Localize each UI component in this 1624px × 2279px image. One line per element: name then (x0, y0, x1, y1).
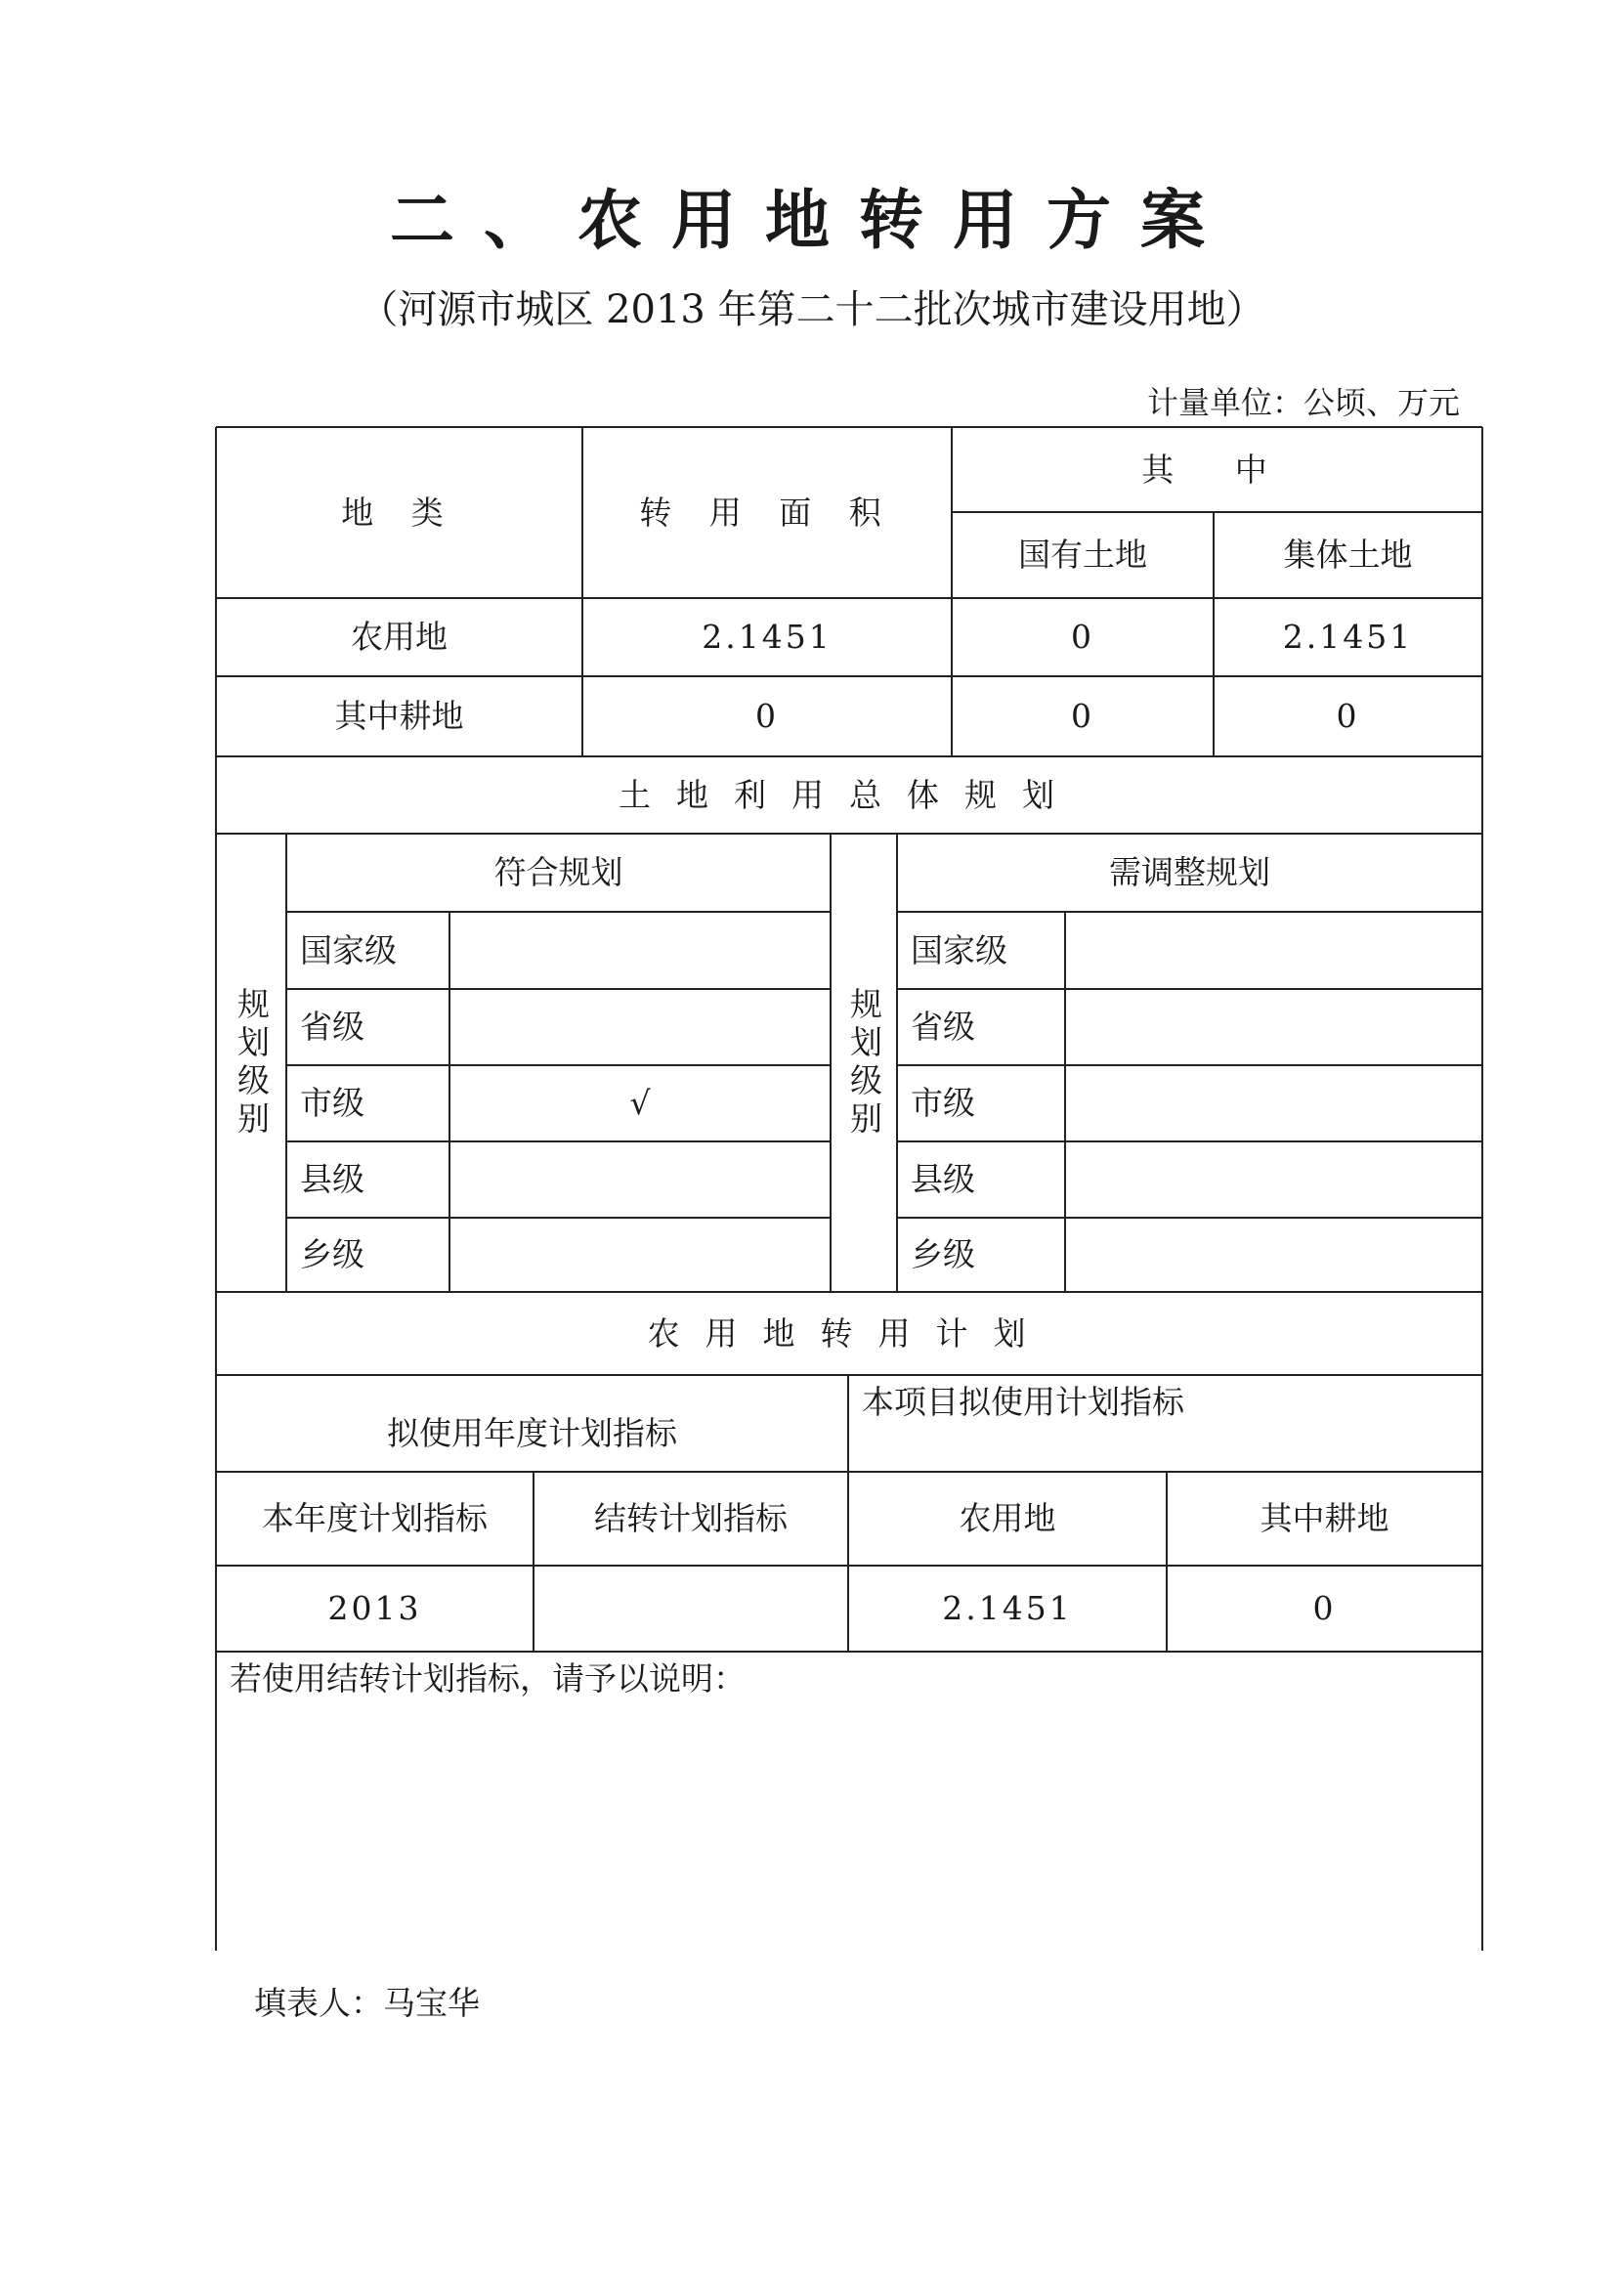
conforming-mark-provincial (449, 989, 831, 1065)
conforming-mark-township (449, 1218, 831, 1292)
adjust-mark-national (1065, 912, 1482, 989)
conforming-mark-city: √ (629, 1084, 651, 1122)
adjust-mark-township (1065, 1218, 1482, 1292)
header-state-land: 国有土地 (1018, 536, 1147, 574)
col-cultivated: 其中耕地 (1260, 1499, 1389, 1537)
adjust-mark-city (1065, 1065, 1482, 1141)
adjust-level-township: 乡级 (911, 1235, 975, 1273)
header-conversion-area: 转 用 面 积 (639, 493, 895, 532)
cultivated-area-value: 0 (755, 697, 779, 735)
adjust-mark-provincial (1065, 989, 1482, 1065)
cultivated-state-value: 0 (1071, 697, 1094, 735)
conforming-level-city: 市级 (300, 1084, 364, 1122)
adjust-level-provincial: 省级 (911, 1008, 975, 1046)
annual-indicator-header: 拟使用年度计划指标 (387, 1413, 677, 1452)
farmland-collective-value: 2.1451 (1282, 618, 1414, 656)
farmland-state-value: 0 (1071, 618, 1094, 656)
conversion-form (215, 426, 1483, 1951)
farmland-indicator-value: 2.1451 (942, 1589, 1073, 1627)
adjust-level-label: 规划级别 (845, 986, 883, 1140)
page-title: 二、农用地转用方案 (390, 182, 1234, 258)
conforming-level-provincial: 省级 (300, 1008, 364, 1046)
adjust-plan-title: 需调整规划 (1109, 853, 1270, 891)
project-indicator-header: 本项目拟使用计划指标 (862, 1383, 1184, 1421)
header-land-type: 地 类 (341, 493, 457, 532)
conversion-plan-title: 农用地转用计划 (647, 1313, 1051, 1353)
conforming-level-national: 国家级 (300, 930, 397, 969)
conforming-level-county: 县级 (300, 1160, 364, 1198)
col-carryover-indicator: 结转计划指标 (594, 1499, 788, 1537)
conforming-level-label: 规划级别 (233, 986, 271, 1140)
cultivated-indicator-value: 0 (1312, 1589, 1337, 1627)
conforming-mark-county (449, 1141, 831, 1218)
land-use-plan-title: 土地利用总体规划 (619, 775, 1080, 814)
page-subtitle: （河源市城区 2013 年第二十二批次城市建设用地） (359, 287, 1265, 332)
farmland-area-value: 2.1451 (702, 618, 833, 656)
row-label-farmland: 农用地 (351, 618, 448, 656)
carryover-indicator-value (534, 1566, 848, 1652)
row-label-cultivated: 其中耕地 (334, 697, 464, 735)
conforming-mark-national (449, 912, 831, 989)
col-this-year-indicator: 本年度计划指标 (262, 1499, 488, 1537)
header-collective-land: 集体土地 (1283, 536, 1413, 574)
this-year-indicator-value: 2013 (327, 1589, 422, 1627)
adjust-level-city: 市级 (911, 1084, 975, 1122)
adjust-level-national: 国家级 (911, 930, 1007, 969)
cultivated-collective-value: 0 (1336, 697, 1360, 735)
adjust-level-county: 县级 (911, 1160, 975, 1198)
col-farmland: 农用地 (959, 1499, 1056, 1537)
conforming-level-township: 乡级 (300, 1235, 364, 1273)
adjust-mark-county (1065, 1141, 1482, 1218)
carryover-explanation-note: 若使用结转计划指标，请予以说明： (230, 1659, 746, 1698)
conforming-plan-title: 符合规划 (493, 853, 623, 891)
header-of-which: 其 中 (1141, 450, 1293, 489)
measurement-unit: 计量单位：公顷、万元 (1146, 384, 1460, 421)
form-filler: 填表人：马宝华 (254, 1984, 480, 2022)
